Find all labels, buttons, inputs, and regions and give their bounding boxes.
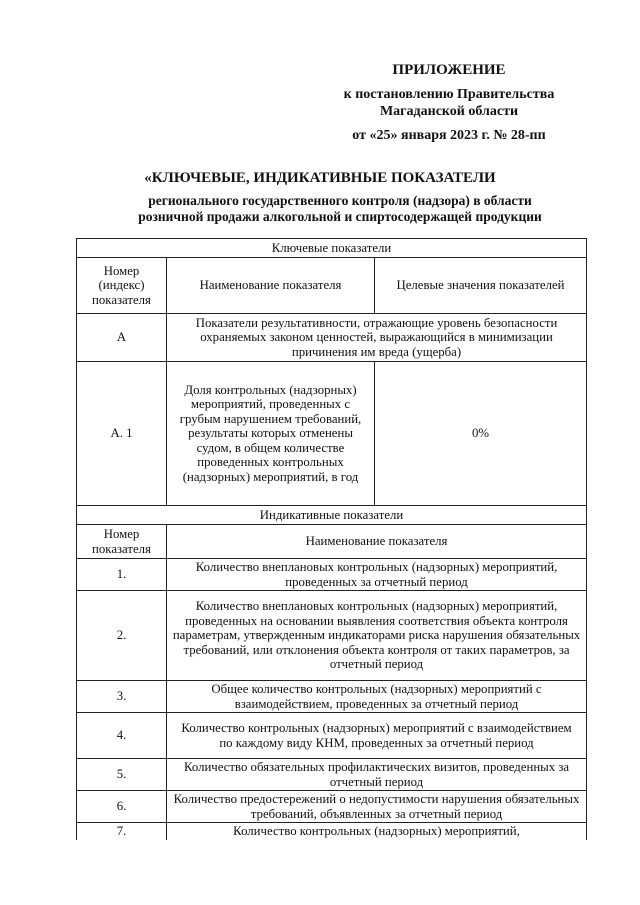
key-indicator-target: 0% xyxy=(375,362,587,506)
row-number: 7. xyxy=(77,823,167,840)
row-number: 2. xyxy=(77,591,167,681)
appendix-header xyxy=(334,62,564,144)
key-group-row xyxy=(77,314,587,362)
table-row xyxy=(77,559,587,591)
indicative-col-number: Номер показателя xyxy=(77,525,167,559)
key-section-row xyxy=(77,239,587,258)
key-indicator-row xyxy=(77,362,587,506)
key-col-number: Номер (индекс) показателя xyxy=(77,258,167,314)
document-subtitle xyxy=(60,193,620,225)
table-row xyxy=(77,823,587,840)
row-text: Количество контрольных (надзорных) мероприятий, xyxy=(167,823,587,840)
indicative-section-title: Индикативные показатели xyxy=(77,506,587,525)
document-title: «КЛЮЧЕВЫЕ, ИНДИКАТИВНЫЕ ПОКАЗАТЕЛИ xyxy=(144,170,496,186)
row-text: Количество контрольных (надзорных) мероприятий с взаимодействием по каждому виду КНМ, проведенных за отчетный период xyxy=(167,713,587,759)
key-group-text: Показатели результативности, отражающие уровень безопасности охраняемых законом ценностей, выражающийся в минимизации причинения им вреда (ущерба) xyxy=(167,314,587,362)
indicators-table xyxy=(76,238,587,840)
decree-line-2: Магаданской области xyxy=(379,104,519,119)
subtitle-line-2: розничной продажи алкогольной и спиртосодержащей продукции xyxy=(138,209,542,224)
indicative-section-row xyxy=(77,506,587,525)
key-indicator-text: Доля контрольных (надзорных) мероприятий, проведенных с грубым нарушением требований, результаты которых отменены судом, в общем количестве проведенных контрольных (надзорных) мероприятий, в год xyxy=(167,362,375,506)
key-indicator-index: А. 1 xyxy=(77,362,167,506)
row-text: Количество предостережений о недопустимости нарушения обязательных требований, объявленных за отчетный период xyxy=(167,791,587,823)
row-number: 6. xyxy=(77,791,167,823)
row-number: 5. xyxy=(77,759,167,791)
appendix-title: ПРИЛОЖЕНИЕ xyxy=(392,62,506,78)
row-text: Количество обязательных профилактических визитов, проведенных за отчетный период xyxy=(167,759,587,791)
key-header-row xyxy=(77,258,587,314)
decree-line-1: к постановлению Правительства xyxy=(343,87,555,102)
indicative-header-row xyxy=(77,525,587,559)
row-number: 3. xyxy=(77,681,167,713)
row-text: Общее количество контрольных (надзорных) мероприятий с взаимодействием, проведенных за отчетный период xyxy=(167,681,587,713)
indicative-col-name: Наименование показателя xyxy=(167,525,587,559)
table-row xyxy=(77,591,587,681)
row-number: 4. xyxy=(77,713,167,759)
table-row xyxy=(77,713,587,759)
row-text: Количество внеплановых контрольных (надзорных) мероприятий, проведенных за отчетный период xyxy=(167,559,587,591)
subtitle-line-1: регионального государственного контроля (надзора) в области xyxy=(148,193,532,208)
table-row xyxy=(77,791,587,823)
key-section-title: Ключевые показатели xyxy=(77,239,587,258)
row-text: Количество внеплановых контрольных (надзорных) мероприятий, проведенных на основании выявления соответствия объекта контроля параметрам, утвержденным индикаторами риска нарушения обязательных требований, или отклонения объекта контроля от таких параметров, за отчетный период xyxy=(167,591,587,681)
row-number: 1. xyxy=(77,559,167,591)
decree-date: от «25» января 2023 г. № 28-пп xyxy=(352,128,546,143)
key-group-index: А xyxy=(77,314,167,362)
table-row xyxy=(77,759,587,791)
key-col-name: Наименование показателя xyxy=(167,258,375,314)
key-col-target: Целевые значения показателей xyxy=(375,258,587,314)
table-row xyxy=(77,681,587,713)
